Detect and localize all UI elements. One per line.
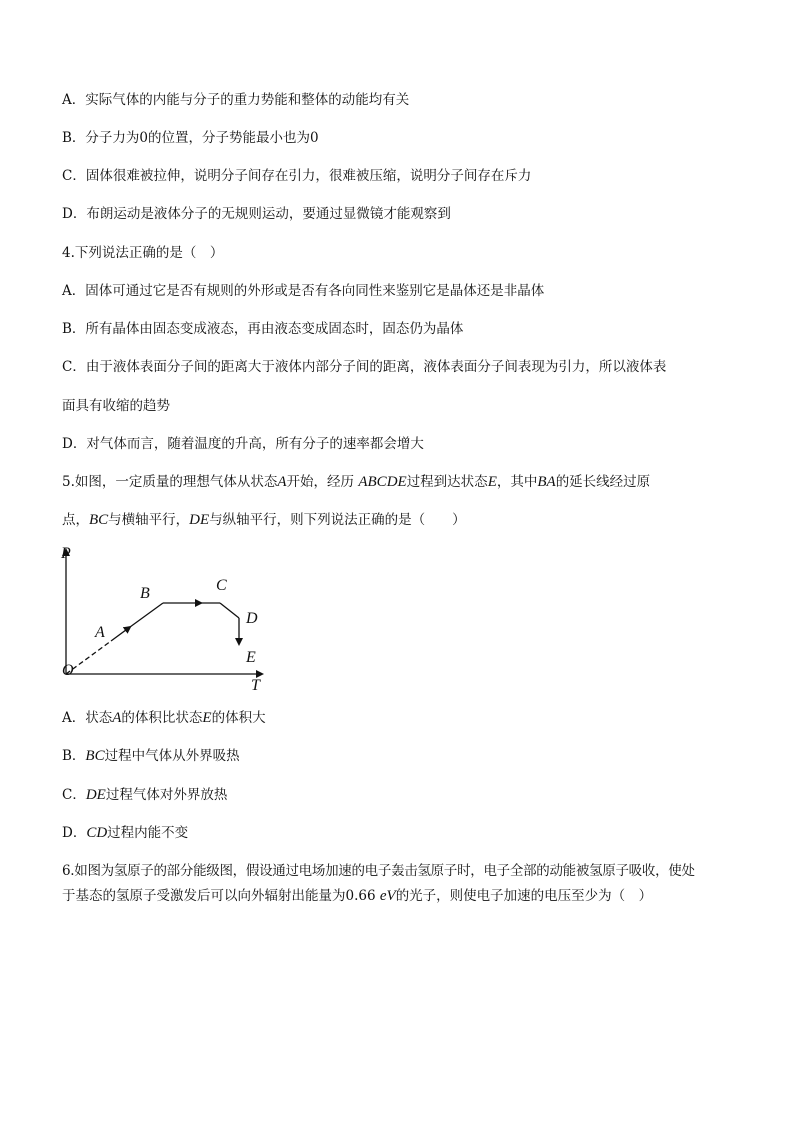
process-ab <box>130 603 163 627</box>
q5-option-a: A．状态A的体积比状态E的体积大 <box>62 710 266 726</box>
q4-stem: 4.下列说法正确的是（ ） <box>62 245 224 261</box>
point-e-label: E <box>246 649 256 666</box>
q5-stem-line2: 点，BC与横轴平行，DE与纵轴平行，则下列说法正确的是（ ） <box>62 512 466 528</box>
process-ab-arrow <box>111 627 130 641</box>
q6-stem-line1: 6.如图为氢原子的部分能级图，假设通过电场加速的电子轰击氢原子时，电子全部的动能被氢原子吸收，使处 <box>62 863 695 879</box>
q4-option-b: B．所有晶体由固态变成液态，再由液态变成固态时，固态仍为晶体 <box>62 321 464 337</box>
q4-option-d: D．对气体而言，随着温度的升高，所有分子的速率都会增大 <box>62 436 424 452</box>
q5-option-d: D．CD过程内能不变 <box>62 825 189 841</box>
q3-option-b: B．分子力为0的位置，分子势能最小也为0 <box>62 130 319 146</box>
point-d-label: D <box>246 610 258 627</box>
pt-diagram <box>56 542 276 694</box>
origin-label: O <box>62 662 74 679</box>
q4-option-c-line2: 面具有收缩的趋势 <box>62 398 170 414</box>
q5-stem-line1: 5.如图，一定质量的理想气体从状态A开始，经历 ABCDE过程到达状态E，其中BA的延长线经过原 <box>62 474 651 490</box>
q3-option-d: D．布朗运动是液体分子的无规则运动，要通过显微镜才能观察到 <box>62 206 451 222</box>
q5-option-b: B．BC过程中气体从外界吸热 <box>62 748 240 764</box>
p-axis-label: P <box>61 545 71 562</box>
t-axis-label: T <box>251 677 260 694</box>
point-a-label: A <box>95 624 105 641</box>
point-b-label: B <box>140 585 150 602</box>
q3-option-a: A．实际气体的内能与分子的重力势能和整体的动能均有关 <box>62 92 410 108</box>
q6-stem-line2: 于基态的氢原子受激发后可以向外辐射出能量为0.66 eV的光子，则使电子加速的电压至少为（ ） <box>62 888 653 904</box>
q4-option-c-line1: C．由于液体表面分子间的距离大于液体内部分子间的距离，液体表面分子间表现为引力，所以液体表 <box>62 359 667 375</box>
process-cd <box>220 603 239 618</box>
q4-option-a: A．固体可通过它是否有规则的外形或是否有各向同性来鉴别它是晶体还是非晶体 <box>62 283 545 299</box>
q5-option-c: C．DE过程气体对外界放热 <box>62 787 228 803</box>
q3-option-c: C．固体很难被拉伸，说明分子间存在引力，很难被压缩，说明分子间存在斥力 <box>62 168 532 184</box>
point-c-label: C <box>216 577 227 594</box>
